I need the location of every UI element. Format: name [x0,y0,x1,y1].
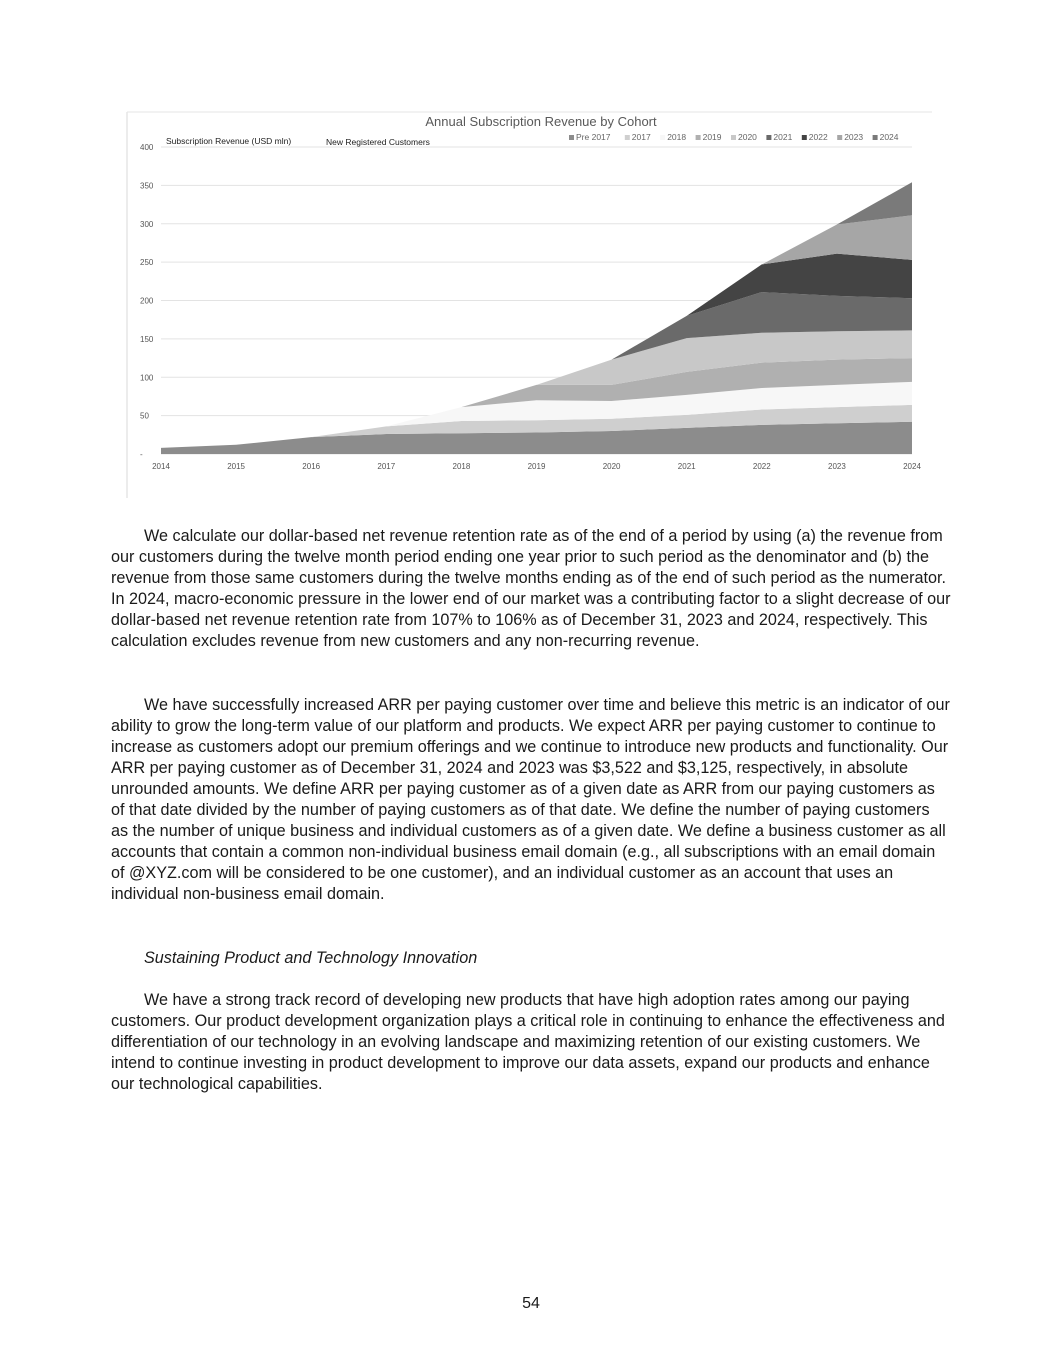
legend-swatch-pre-2017 [569,135,574,140]
chart-title: Annual Subscription Revenue by Cohort [425,114,657,129]
y-tick-label: 300 [140,219,154,229]
paragraph-text: We have a strong track record of developing new products that have high adoption rates among our paying customers. Our product development organization plays a critical role in continuing to enhance the effectiveness and differentiation of our technology in an evolving landscape and maximizing retention of our existing customers. We intend to continue investing in product development to improve our data assets, expand our products and enhance our technological capabilities. [111,991,945,1093]
legend-swatch-2018 [660,135,665,140]
legend-swatch-2023 [837,135,842,140]
legend-swatch-2020 [731,135,736,140]
legend-label-pre-2017: Pre 2017 [576,132,611,142]
legend-label-2018: 2018 [667,132,687,142]
secondary-label: New Registered Customers [326,137,430,147]
chart-container [126,110,934,500]
paragraph-product-innovation [111,990,951,1095]
legend-swatch-2019 [696,135,701,140]
y-tick-label: 100 [140,373,154,383]
x-tick-label: 2024 [903,462,921,471]
y-tick-label: 50 [140,411,149,421]
x-tick-label: 2020 [602,462,621,471]
heading-text: Sustaining Product and Technology Innovation [144,949,478,967]
x-tick-label: 2018 [452,462,471,471]
paragraph-net-revenue-retention [111,526,951,652]
legend-label-2017: 2017 [631,132,651,142]
y-tick-label: 200 [140,296,154,306]
legend-swatch-2022 [802,135,807,140]
y-tick-label: 250 [140,258,154,268]
x-tick-label: 2022 [752,462,771,471]
legend-label-2024: 2024 [879,132,899,142]
paragraph-text: We have successfully increased ARR per paying customer over time and believe this metric is an indicator of our ability to grow the long-term value of our platform and products. We expect ARR per paying customer to continue to increase as customers adopt our premium offerings and we continue to introduce new products and functionality. Our ARR per paying customer as of December 31, 2024 and 2023 was $3,522 and $3,125, respectively, in absolute unrounded amounts. We define ARR per paying customer as of a given date as ARR from our paying customers as of that date divided by the number of paying customers as of that date. We define the number of paying customers as the number of unique business and individual customers as of a given date. We define a business customer as all accounts that contain a common non-individual business email domain (e.g., all subscriptions with an email domain of @XYZ.com will be considered to be one customer), and an individual customer as an account that uses an individual non-business email domain. [111,696,950,903]
y-tick-label: 350 [140,181,154,191]
legend-label-2021: 2021 [773,132,793,142]
legend-swatch-2024 [873,135,878,140]
y-tick-label: 150 [140,334,154,344]
cohort-area-chart [126,110,934,500]
y-tick-label: 400 [140,143,154,152]
legend-swatch-2021 [766,135,771,140]
x-tick-label: 2017 [377,462,396,471]
x-tick-label: 2023 [828,462,846,471]
legend-label-2022: 2022 [808,132,828,142]
legend-label-2023: 2023 [844,132,864,142]
x-tick-label: 2014 [152,462,170,471]
area-series [161,182,912,454]
legend-label-2019: 2019 [702,132,722,142]
x-tick-label: 2016 [302,462,321,471]
y-axis-label: Subscription Revenue (USD mln) [166,136,292,146]
section-heading [111,948,951,969]
paragraph-arr-per-customer [111,695,951,905]
legend-swatch-2017 [625,135,630,140]
x-tick-label: 2019 [527,462,546,471]
x-tick-label: 2021 [677,462,696,471]
legend-label-2020: 2020 [738,132,757,142]
x-tick-label: 2015 [227,462,245,471]
paragraph-text: We calculate our dollar-based net revenue retention rate as of the end of a period by using (a) the revenue from our customers during the twelve month period ending one year prior to such period as the denominator and (b) the revenue from those same customers during the twelve months ending as of the end of such period as the numerator. In 2024, macro-economic pressure in the lower end of our market was a contributing factor to a slight decrease of our dollar-based net revenue retention rate from 107% to 106% as of December 31, 2023 and 2024, respectively. This calculation excludes revenue from new customers and any non-recurring revenue. [111,527,951,650]
page-number: 54 [522,1295,540,1312]
legend [569,132,899,142]
y-tick-label: - [140,450,143,459]
